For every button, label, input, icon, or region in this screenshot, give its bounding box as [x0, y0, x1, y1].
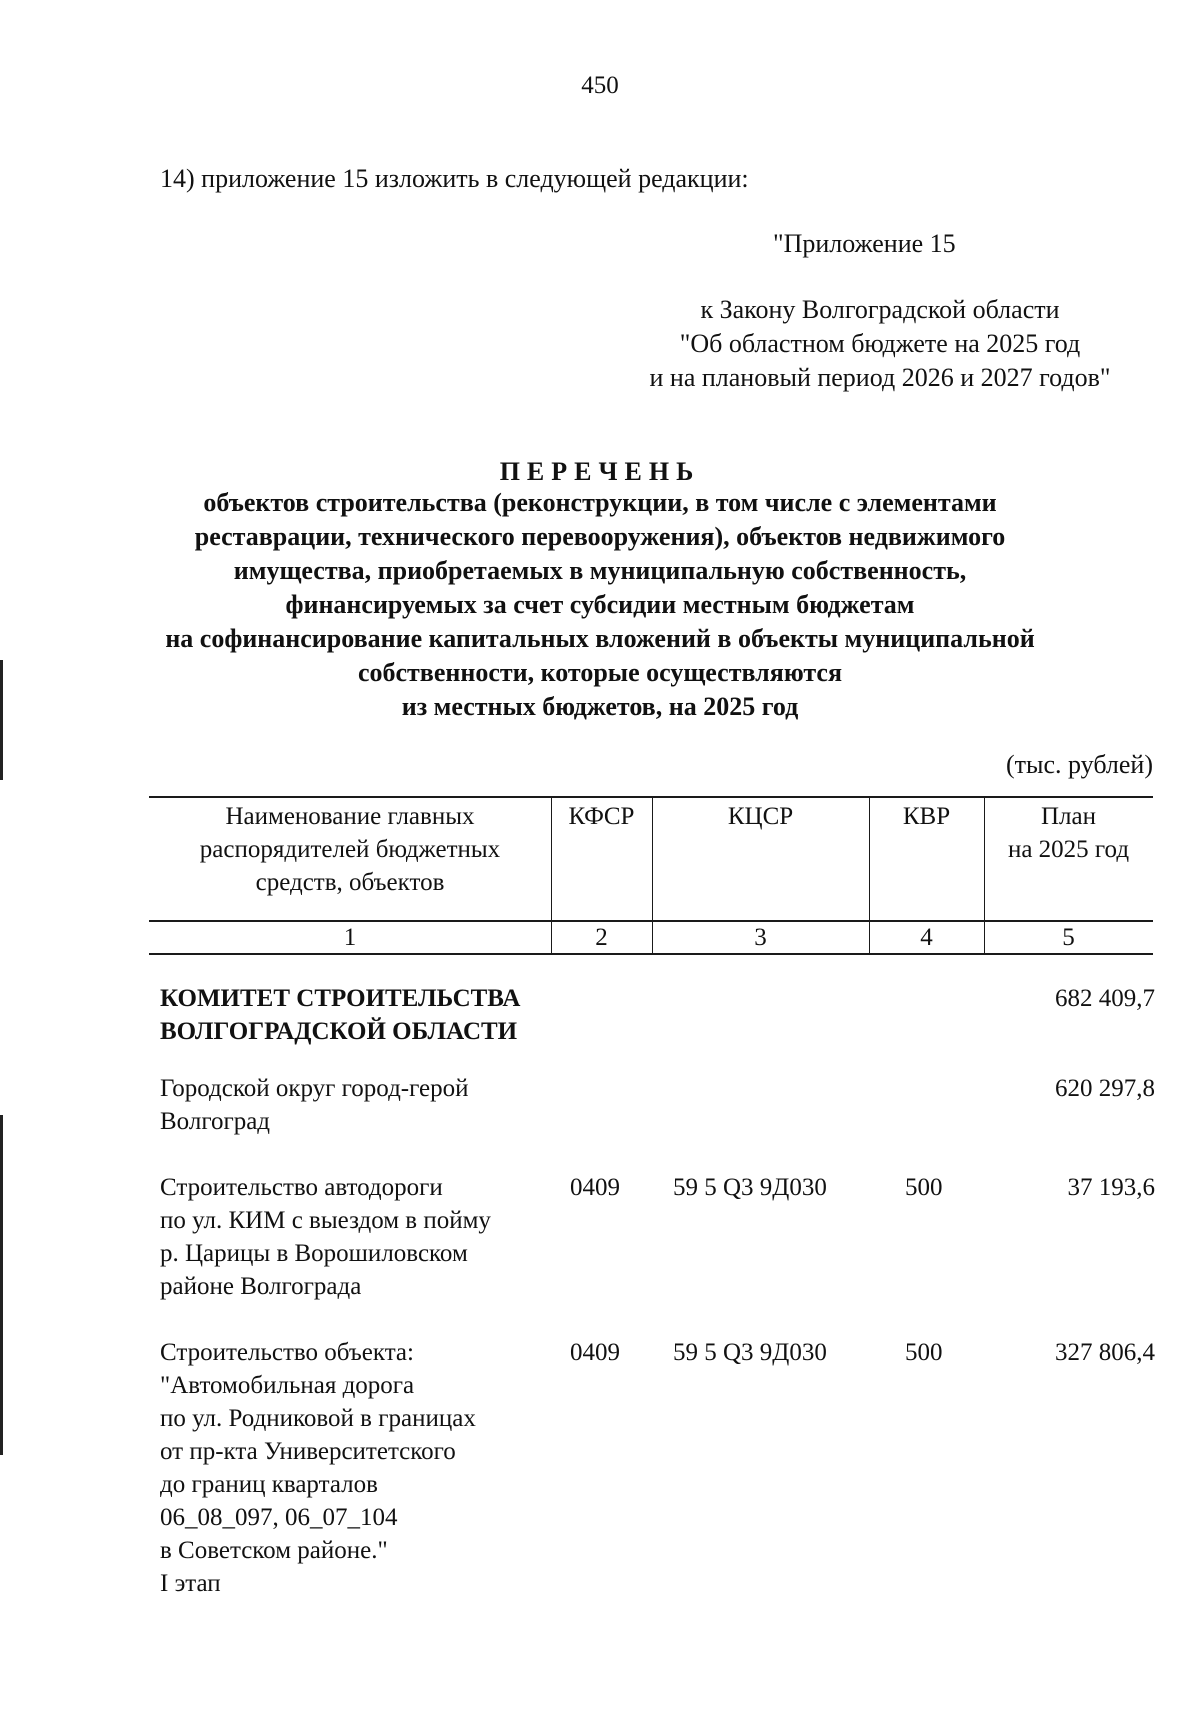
header-kvr: КВР — [902, 803, 951, 830]
column-index: 1 — [343, 924, 357, 951]
subtitle-line: собственности, которые осуществляются — [357, 658, 843, 687]
subtitle-line: финансируемых за счет субсидии местным бюджетам — [285, 590, 915, 619]
row-name-line: до границ кварталов — [160, 1471, 378, 1498]
row-name-line: Строительство объекта: — [160, 1339, 414, 1366]
row-kvr: 500 — [905, 1174, 943, 1201]
column-index: 3 — [754, 924, 767, 951]
row-name-line: "Автомобильная дорога — [160, 1372, 415, 1399]
header-name — [149, 800, 551, 899]
row-name-line: КОМИТЕТ СТРОИТЕЛЬСТВА — [160, 985, 521, 1012]
header-kcsr: КЦСР — [727, 803, 794, 830]
page-number: 450 — [581, 72, 619, 99]
document-title: ПЕРЕЧЕНЬ — [499, 457, 701, 486]
row-name-line: по ул. КИМ с выездом в пойму — [160, 1207, 491, 1234]
amendment-instruction: 14) приложение 15 изложить в следующей редакции: — [160, 164, 749, 193]
row-kcsr: 59 5 Q3 9Д030 — [673, 1339, 827, 1366]
row-name-line: р. Царицы в Ворошиловском — [160, 1240, 468, 1267]
row-name-line: в Советском районе." — [160, 1537, 388, 1564]
table-rule-top — [149, 796, 1153, 798]
column-index: 4 — [920, 924, 933, 951]
subtitle-line: из местных бюджетов, на 2025 год — [401, 692, 799, 721]
row-name-line: 06_08_097, 06_07_104 — [160, 1504, 398, 1531]
row-kvr: 500 — [905, 1339, 943, 1366]
header-plan-line: План — [1040, 803, 1096, 830]
header-name-line: средств, объектов — [255, 869, 445, 896]
row-name-line: ВОЛГОГРАДСКОЙ ОБЛАСТИ — [160, 1018, 518, 1045]
row-name-line: районе Волгограда — [160, 1273, 362, 1300]
scan-edge-mark — [0, 1115, 3, 1455]
header-plan — [984, 800, 1153, 866]
header-kfsr: КФСР — [568, 803, 635, 830]
row-name-line: Волгоград — [160, 1108, 271, 1135]
row-name-line: Строительство автодороги — [160, 1174, 443, 1201]
units-label: (тыс. рублей) — [1005, 750, 1153, 779]
header-plan-line: на 2025 год — [1007, 836, 1130, 863]
row-plan: 37 193,6 — [1067, 1174, 1155, 1201]
row-plan: 327 806,4 — [1055, 1339, 1155, 1366]
law-reference-line: к Закону Волгоградской области — [700, 295, 1060, 324]
column-index: 2 — [595, 924, 608, 951]
row-name — [160, 1171, 560, 1303]
appendix-number: "Приложение 15 — [773, 229, 956, 258]
header-name-line: Наименование главных — [225, 803, 475, 830]
row-plan: 682 409,7 — [1055, 985, 1155, 1012]
row-kfsr: 0409 — [570, 1339, 620, 1366]
law-reference-line: "Об областном бюджете на 2025 год — [679, 329, 1081, 358]
row-kcsr: 59 5 Q3 9Д030 — [673, 1174, 827, 1201]
row-name — [160, 1072, 560, 1138]
header-name-line: распорядителей бюджетных — [199, 836, 501, 863]
column-index: 5 — [1062, 924, 1075, 951]
row-name-line: по ул. Родниковой в границах — [160, 1405, 476, 1432]
row-name — [160, 982, 560, 1048]
row-name — [160, 1336, 560, 1600]
law-reference — [600, 293, 1160, 395]
row-plan: 620 297,8 — [1055, 1075, 1155, 1102]
law-reference-line: и на плановый период 2026 и 2027 годов" — [649, 363, 1111, 392]
subtitle-line: объектов строительства (реконструкции, в том числе с элементами — [203, 488, 997, 517]
row-name-line: Городской округ город-герой — [160, 1075, 469, 1102]
subtitle-line: имущества, приобретаемых в муниципальную собственность, — [233, 556, 967, 585]
subtitle-line: на софинансирование капитальных вложений в объекты муниципальной — [165, 624, 1035, 653]
subtitle-line: реставрации, технического перевооружения), объектов недвижимого — [194, 522, 1006, 551]
document-subtitle — [60, 486, 1140, 724]
row-name-line: I этап — [160, 1570, 221, 1597]
scan-edge-mark — [0, 660, 3, 780]
row-kfsr: 0409 — [570, 1174, 620, 1201]
row-name-line: от пр-кта Университетского — [160, 1438, 456, 1465]
